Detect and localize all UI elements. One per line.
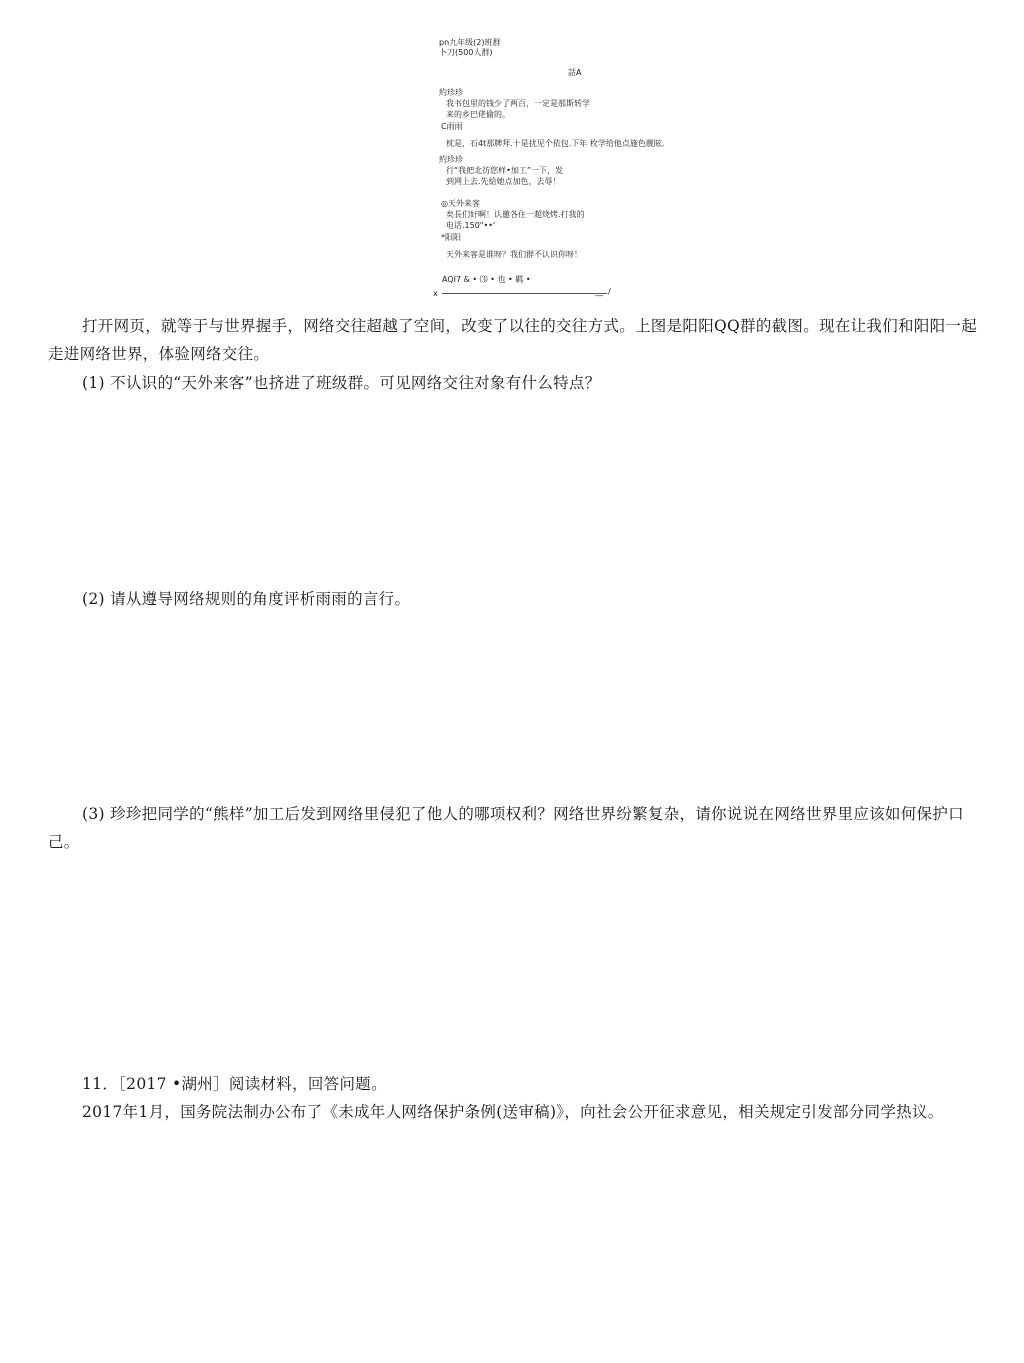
chat-message-line: 到网上去.先給她点加色，去辱！ (446, 177, 561, 186)
close-mark: x (433, 289, 438, 298)
input-toolbar: AQI7 & • ⑶ • 也 • 羁 • (442, 275, 531, 284)
chat-message-line: 枕是，石4t那牌拜.十是扰见个依包.下年 枚学给他点施色靓眩. (446, 139, 665, 148)
input-underline (442, 293, 606, 294)
question-1: (1) 不认识的“天外来客”也挤进了班级群。可见网络交往对象有什么特点？ (82, 374, 601, 392)
chat-sender: 約珍珍 (439, 88, 463, 97)
chat-sender: ◎天外来客 (441, 199, 480, 208)
question-3: (3) 珍珍把同学的“熊样”加工后发到网络里侵犯了他人的哪项权利？网络世界纷繁复杂，请你说说在网络世界里应该如何保护口己。 (48, 805, 964, 851)
chat-sender: C雨雨 (441, 122, 463, 131)
chat-message-line: 电话.150"••' (446, 221, 496, 230)
chat-message-line: 来的乡巴佬偷的。 (446, 110, 510, 119)
question-11-material: 2017年1月，国务院法制办公布了《未成年人网络保护条例(送审稿)》，向社会公开征求意见，相关规定引发部分同学热议。 (82, 1103, 944, 1121)
intro-paragraph: 打开网页，就等于与世界握手，网络交往超越了空间，改变了以往的交往方式。上图是阳阳QQ群的截图。现在让我们和阳阳一起走进网络世界，体验网络交往。 (48, 317, 978, 363)
question-11-title: 11．［2017 •湖州］阅读材料，回答问题。 (82, 1075, 387, 1093)
chat-message-line: 我书包里的钱少了两百，一定是那斯转学 (446, 99, 590, 108)
group-title: pn九年级(2)班群 (439, 38, 501, 47)
chat-message-line: 行“我把北彷您样•加工”一下，发 (446, 166, 564, 175)
group-subtitle: 卜刀(500人群) (439, 48, 493, 57)
chat-message-line: 天外来客是谁呀？我们群不认识你呀！ (446, 250, 582, 259)
question-2: (2) 请从遵导网络规则的角度评析雨雨的言行。 (82, 590, 411, 608)
chat-sender: 約珍珍 (439, 155, 463, 164)
footer-mark: __ ./ (595, 287, 611, 296)
chat-screenshot-figure (430, 38, 665, 300)
chat-message-line: 矣長们好啊！认邀各住一超烧烤.打我的 (446, 210, 585, 219)
chat-sender: *阳阳 (441, 233, 461, 242)
header-mark: 話A (568, 68, 582, 77)
